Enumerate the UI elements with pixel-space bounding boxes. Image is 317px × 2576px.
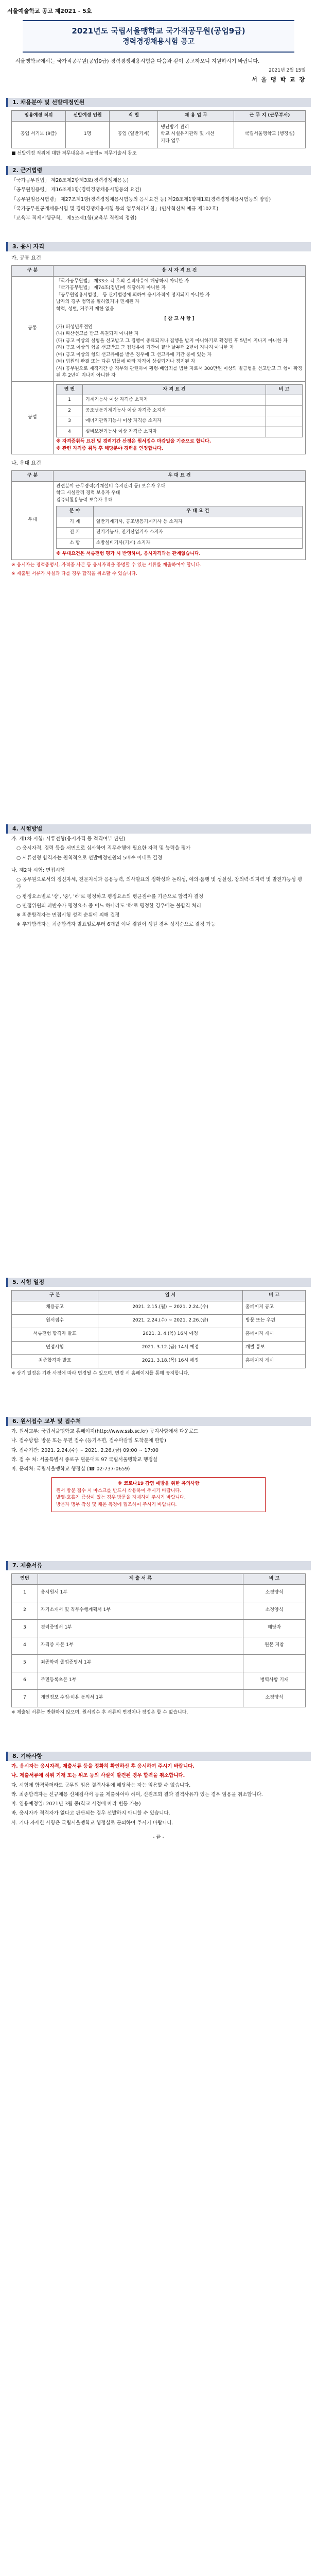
section-8-title: 8. 기타사항 [6, 1752, 311, 1761]
section-3-sub-b: 나. 우대 요건 [11, 461, 41, 466]
recruit-table [11, 110, 306, 148]
table-cell: 3 [57, 416, 83, 427]
table-cell [266, 427, 303, 437]
common-item: 「국가공무원법」 제74조(정년)에 해당하지 아니한 자 [56, 285, 166, 291]
reference-item: (다) 금고 이상의 실형을 선고받고 그 집행이 종료되거나 집행을 받지 아니하기로 확정된 후 5년이 지나지 아니한 자 [56, 338, 288, 344]
table-cell: 개별 통보 [243, 1341, 306, 1354]
table-cell: 4 [12, 1637, 38, 1654]
method-item: 가. 제1차 시험: 서류전형(응시자격 등 적격여부 판단) [11, 836, 126, 842]
table-header: 선발예정 인원 [65, 111, 109, 122]
qualification-table [11, 265, 306, 454]
method-item: ○ 면접위원의 과반수가 평정요소 중 어느 하나라도 '하'로 평정한 경우에는 불합격 처리 [16, 903, 201, 909]
table-cell: 서류전형 합격자 발표 [12, 1328, 98, 1341]
reference-item: (나) 파산선고를 받고 복권되지 아니한 자 [56, 331, 139, 336]
table-cell: 2021. 3.12.(금) 14시 예정 [98, 1341, 243, 1354]
table-cell: 자기소개서 및 직무수행계획서 1부 [38, 1602, 243, 1619]
covid-notice-item: 원서 방문 접수 시 마스크를 반드시 착용하여 주시기 바랍니다. [56, 1488, 182, 1494]
section-3-title: 3. 응시 자격 [6, 242, 311, 251]
table-cell: 전 기 [57, 528, 94, 538]
method-item: ※ 최종합격자는 면접시험 성적 순위에 의해 결정 [16, 912, 120, 918]
documents-table [11, 1573, 306, 1707]
apply-item: 나. 접수방법: 방문 또는 우편 접수 (등기우편, 접수마감일 도착분에 한함) [11, 1438, 166, 1444]
etc-item: 마. 임용예정일: 2021년 3월 중(학교 사정에 따라 변동 가능) [11, 1801, 141, 1807]
table-header: 연 번 [57, 384, 83, 395]
recruit-duties [158, 121, 234, 148]
table-header: 구 분 [12, 471, 54, 482]
notice-title-line1: 2021년도 국립서울맹학교 국가직공무원(공업9급) [72, 26, 245, 36]
law-item: 「국가공무원공개채용시험 및 경력경쟁채용시험 등의 업무처리지침」(인사혁신처 예규 제102호) [11, 206, 219, 212]
method-item: 나. 제2차 시험: 면접시험 [11, 867, 65, 873]
section-5-note: ※ 상기 일정은 기관 사정에 따라 변경될 수 있으며, 변경 시 홈페이지를 통해 공지합니다. [11, 1370, 190, 1376]
table-cell: 면접시험 [12, 1341, 98, 1354]
etc-item: 바. 응시자가 적격자가 없다고 판단되는 경우 선발하지 아니할 수 있습니다. [11, 1810, 170, 1817]
etc-item: 사. 기타 자세한 사항은 국립서울맹학교 행정실로 문의하여 주시기 바랍니다. [11, 1820, 173, 1826]
field-label: 공업 [12, 381, 54, 454]
table-cell: 소방설비기사(기계) 소지자 [93, 538, 302, 549]
schedule-table [11, 1290, 306, 1368]
table-cell: 홈페이지 게시 [243, 1354, 306, 1368]
table-cell: 2 [57, 405, 83, 416]
table-cell: 3 [12, 1619, 38, 1637]
law-item: 「국가공무원법」 제28조제2항제3호(경력경쟁채용등) [11, 178, 129, 183]
table-cell: 채용공고 [12, 1301, 98, 1314]
section-2 [0, 166, 317, 222]
table-cell: 최종합격자 발표 [12, 1354, 98, 1368]
section-4 [0, 824, 317, 929]
section-7-note: ※ 제출된 서류는 반환하지 않으며, 원서접수 후 서류의 변경이나 정정은 할 수 없습니다. [11, 1709, 188, 1715]
covid-notice-item: 발열·호흡기 증상이 있는 경우 방문을 자제하여 주시기 바랍니다. [56, 1495, 186, 1501]
table-cell: 개인정보 수집·이용 동의서 1부 [38, 1689, 243, 1707]
recruit-position: 공업 서기보 (9급) [12, 121, 66, 148]
recruit-series: 공업 (일반기계) [110, 121, 158, 148]
law-item: 「공무원임용시험령」 제27조제1항(경력경쟁채용시험등의 응시요건 등) 제28조제1항제1호(경력경쟁채용시험등의 방법) [11, 196, 271, 202]
common-requirements [54, 276, 306, 381]
section-8 [0, 1752, 317, 1841]
common-item: 「국가공무원법」 제33조 각 호의 결격사유에 해당하지 아니한 자 [56, 278, 189, 284]
notice-date: 2021년 2월 15일 [269, 68, 306, 73]
table-cell: 주민등록초본 1부 [38, 1672, 243, 1689]
section-7 [0, 1561, 317, 1716]
method-item: ○ 응시자격, 경력 등을 서면으로 심사하여 직무수행에 필요한 자격 및 능력을 평가 [16, 845, 191, 852]
table-header: 연번 [12, 1574, 38, 1585]
table-cell: 원본 지참 [243, 1637, 306, 1654]
pref-item: 관련분야 근무경력(기계설비 유지관리 등) 보유자 우대 [56, 483, 166, 489]
license-table [56, 384, 303, 438]
pref-label: 우대 [12, 481, 54, 560]
preference-table [11, 470, 306, 560]
table-cell: 5 [12, 1654, 38, 1672]
table-header: 임용예정 직위 [12, 111, 66, 122]
section-5-title: 5. 시험 일정 [6, 1278, 311, 1287]
apply-item: 가. 원서교부: 국립서울맹학교 홈페이지(http://www.ssb.sc.kr) 공지사항에서 다운로드 [11, 1429, 199, 1434]
table-header: 직 렬 [110, 111, 158, 122]
table-header: 구 분 [12, 266, 54, 277]
notice-number: 서울예술학교 공고 제2021 - 5호 [7, 8, 92, 14]
section-2-title: 2. 근거법령 [6, 166, 311, 175]
covid-notice-box [51, 1477, 266, 1512]
apply-item: 라. 접 수 처: 서울특별시 종로구 필운대로 97 국립서울맹학교 행정실 [11, 1456, 158, 1463]
field-note: ※ 자격증취득 요건 및 경력기간 산정은 원서접수 마감일을 기준으로 합니다. [56, 439, 212, 444]
method-item: ○ 공무원으로서의 정신자세, 전문지식과 응용능력, 의사발표의 정확성과 논리성, 예의·품행 및 성실성, 창의력·의지력 및 발전가능성 평가 [16, 877, 303, 890]
notice-title-box [23, 20, 294, 53]
section-3-footnote: ※ 응시자는 경력증명서, 자격증 사본 등 응시자격을 증명할 수 있는 서류를 제출하여야 합니다. [11, 562, 202, 568]
table-cell: 홈페이지 게시 [243, 1328, 306, 1341]
method-item: ※ 추가합격자는 최종합격자 발표일로부터 6개월 이내 결원이 생길 경우 성적순으로 결정 가능 [16, 922, 216, 928]
reference-item: (라) 금고 이상의 형을 선고받고 그 집행유예 기간이 끝난 날부터 2년이 지나지 아니한 자 [56, 345, 234, 350]
table-cell: 기 계 [57, 517, 94, 528]
table-header: 일 시 [98, 1291, 243, 1301]
table-cell: 병역사항 기재 [243, 1672, 306, 1689]
table-cell: 응시원서 1부 [38, 1584, 243, 1602]
table-cell [266, 395, 303, 406]
table-cell: 공조냉동기계기능사 이상 자격증 소지자 [83, 405, 266, 416]
etc-item: 다. 시험에 합격하더라도 공무원 임용 결격사유에 해당하는 자는 임용할 수 없습니다. [11, 1782, 191, 1788]
etc-item: 가. 응시자는 응시자격, 제출서류 등을 정확히 확인하신 후 응시하여 주시기 바랍니다. [11, 1764, 195, 1769]
pref-sub-table [56, 506, 303, 549]
table-cell: 에너지관리기능사 이상 자격증 소지자 [83, 416, 266, 427]
table-header: 자 격 요 건 [83, 384, 266, 395]
table-cell: 1 [57, 395, 83, 406]
reference-item: (가) 피성년후견인 [56, 324, 93, 330]
table-header: 우 대 요 건 [93, 506, 302, 517]
table-cell: 2 [12, 1602, 38, 1619]
duty-item: 냉난방기 관리 [161, 124, 189, 130]
table-cell [266, 416, 303, 427]
table-cell [266, 405, 303, 416]
common-item: 남자의 경우 병역을 필하였거나 면제된 자 [56, 299, 140, 304]
table-header: 근 무 지 (근무부서) [234, 111, 306, 122]
section-7-title: 7. 제출서류 [6, 1561, 311, 1570]
table-cell: 2021. 2.24.(수) ~ 2021. 2.26.(금) [98, 1314, 243, 1328]
table-cell: 소정양식 [243, 1689, 306, 1707]
table-header: 분 야 [57, 506, 94, 517]
table-cell: 설비보전기능사 이상 자격증 소지자 [83, 427, 266, 437]
table-cell: 2021. 3. 4.(목) 16시 예정 [98, 1328, 243, 1341]
table-cell: 6 [12, 1672, 38, 1689]
table-header: 채 용 업 무 [158, 111, 234, 122]
pref-item: 학교 시설관리 경력 보유자 우대 [56, 490, 120, 496]
notice-title-line2: 경력경쟁채용시험 공고 [122, 38, 195, 46]
field-note: ※ 관련 자격증 취득 후 해당분야 경력을 인정합니다. [56, 446, 163, 451]
table-cell: 최종학력 졸업증명서 1부 [38, 1654, 243, 1672]
section-1 [0, 98, 317, 157]
recruit-place: 국립서울맹학교 (행정실) [234, 121, 306, 148]
table-header: 응 시 자 격 요 건 [54, 266, 306, 277]
table-cell: 소정양식 [243, 1584, 306, 1602]
section-6-title: 6. 원서접수 교부 및 접수처 [6, 1417, 311, 1426]
common-item: 「공무원임용시험령」 등 관계법령에 의하여 응시자격이 정지되지 아니한 자 [56, 292, 210, 298]
pref-item: 컴퓨터활용능력 보유자 우대 [56, 497, 113, 503]
end-mark: - 끝 - [152, 1834, 165, 1840]
section-3-sub-a: 가. 공통 요건 [11, 256, 41, 261]
reference-item: (마) 금고 이상의 형의 선고유예를 받은 경우에 그 선고유예 기간 중에 있는 자 [56, 352, 212, 358]
section-6 [0, 1417, 317, 1512]
duty-item: 학교 시설유지관리 및 개선 [161, 131, 215, 137]
table-cell: 소정양식 [243, 1602, 306, 1619]
field-requirements [54, 381, 306, 454]
table-cell: 경력증명서 1부 [38, 1619, 243, 1637]
etc-item: 나. 제출서류에 허위 기재 또는 위조 등의 사실이 발견된 경우 합격을 취소합니다. [11, 1773, 185, 1779]
recruit-count: 1명 [65, 121, 109, 148]
covid-notice-item: 방문자 명부 작성 및 체온 측정에 협조하여 주시기 바랍니다. [56, 1502, 177, 1507]
reference-item: (사) 공무원으로 재직기간 중 직무와 관련하여 횡령·배임죄를 범한 자로서 300만원 이상의 벌금형을 선고받고 그 형이 확정된 후 2년이 지나지 아니한 자 [56, 366, 303, 378]
table-header: 제 출 서 류 [38, 1574, 243, 1585]
apply-item: 다. 접수기간: 2021. 2.24.(수) ~ 2021. 2.26.(금) 09:00 ~ 17:00 [11, 1447, 158, 1453]
table-header: 비 고 [266, 384, 303, 395]
apply-item: 마. 문의처: 국립서울맹학교 행정실 (☎ 02-737-0659) [11, 1466, 130, 1472]
table-cell: 방문 또는 우편 [243, 1314, 306, 1328]
table-cell: 해당자 [243, 1619, 306, 1637]
table-cell: 2021. 3.18.(목) 16시 예정 [98, 1354, 243, 1368]
method-item: ○ 평정요소별로 '상', '중', '하'로 평정하고 평정요소의 평균점수를 기준으로 합격자 결정 [16, 893, 204, 900]
section-5 [0, 1278, 317, 1377]
section-4-title: 4. 시험방법 [6, 824, 311, 834]
common-label: 공통 [12, 276, 54, 381]
section-1-note: ■ 선발예정 직위에 대한 직무내용은 <붙임> 직무기술서 참조 [11, 150, 137, 156]
duty-item: 기타 업무 [161, 138, 180, 144]
pref-note: ※ 우대요건은 서류전형 평가 시 반영하며, 응시자격과는 관계없습니다. [56, 551, 201, 556]
law-item: 「공무원임용령」 제16조제1항(경력경쟁채용시험등의 요건) [11, 187, 142, 193]
section-1-title: 1. 채용분야 및 선발예정인원 [6, 98, 311, 107]
etc-item: 라. 최종합격자는 신규채용 신체검사서 등을 제출하여야 하며, 신원조회 결과 결격사유가 있는 경우 임용을 취소합니다. [11, 1791, 263, 1798]
table-header: 비 고 [243, 1574, 306, 1585]
common-item: 학력, 성별, 거주지 제한 없음 [56, 306, 114, 312]
table-header: 우 대 요 건 [54, 471, 306, 482]
law-item: 「교육부 직제시행규칙」 제5조제1항(교육부 직원의 정원) [11, 215, 137, 221]
reference-title: [ 참 고 사 항 ] [164, 316, 195, 321]
table-cell: 4 [57, 427, 83, 437]
table-cell: 2021. 2.15.(월) ~ 2021. 2.24.(수) [98, 1301, 243, 1314]
notice-org: 서 울 맹 학 교 장 [252, 76, 306, 83]
table-cell: 홈페이지 공고 [243, 1301, 306, 1314]
table-cell: 자격증 사본 1부 [38, 1637, 243, 1654]
covid-notice-title: ※ 코로나19 감염 예방을 위한 유의사항 [117, 1481, 200, 1487]
table-cell [243, 1654, 306, 1672]
method-item: ○ 서류전형 합격자는 원칙적으로 선발예정인원의 5배수 이내로 결정 [16, 855, 163, 861]
table-cell: 기계기능사 이상 자격증 소지자 [83, 395, 266, 406]
table-cell: 전기기능사, 전기산업기사 소지자 [93, 528, 302, 538]
table-cell: 1 [12, 1584, 38, 1602]
section-3 [0, 242, 317, 578]
table-cell: 원서접수 [12, 1314, 98, 1328]
section-3-footnote: ※ 제출된 서류가 사실과 다를 경우 합격을 취소할 수 있습니다. [11, 571, 137, 577]
table-header: 비 고 [243, 1291, 306, 1301]
table-header: 구 분 [12, 1291, 98, 1301]
table-cell: 소 방 [57, 538, 94, 549]
pref-requirements [54, 481, 306, 560]
notice-intro: 서울맹학교에서는 국가직공무원(공업9급) 경력경쟁채용시험을 다음과 같이 공고하오니 지원하시기 바랍니다. [15, 59, 260, 64]
reference-item: (바) 법원의 판결 또는 다른 법률에 따라 자격이 상실되거나 정지된 자 [56, 359, 196, 364]
table-cell: 일반기계기사, 공조냉동기계기사 등 소지자 [93, 517, 302, 528]
table-cell: 7 [12, 1689, 38, 1707]
